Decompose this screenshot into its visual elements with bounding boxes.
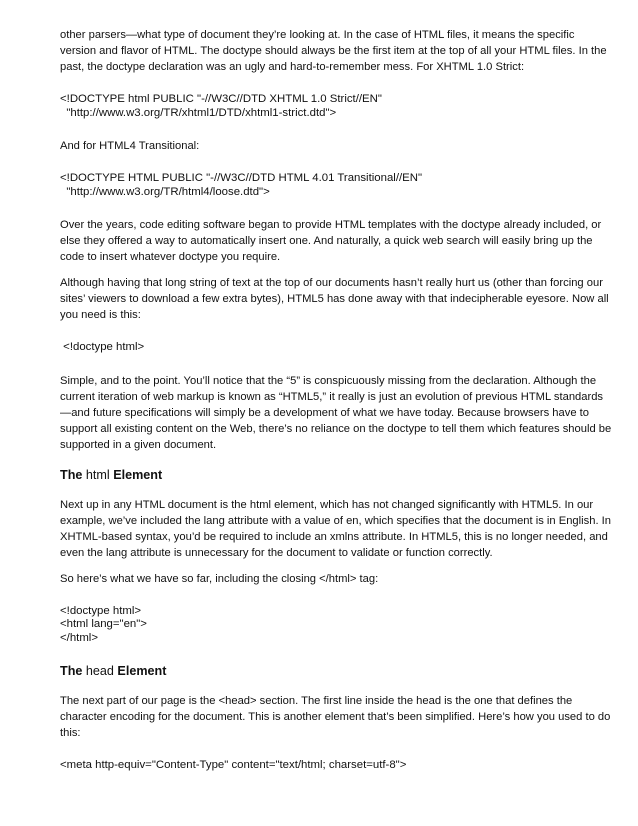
code-meta-old: <meta http-equiv="Content-Type" content="text/html; charset=utf-8"> (60, 759, 407, 771)
code-html4-line-2: "http://www.w3.org/TR/html4/loose.dtd"> (60, 185, 270, 198)
heading-head-suffix: Element (117, 664, 167, 678)
heading-head-element (60, 663, 612, 679)
code-html4-line-1: <!DOCTYPE HTML PUBLIC "-//W3C//DTD HTML 4.01 Transitional//EN" (60, 172, 423, 184)
code-html5-doctype: <!doctype html> (60, 341, 145, 353)
heading-html-prefix: The (60, 467, 83, 482)
code-xhtml-strict-line-2: "http://www.w3.org/TR/xhtml1/DTD/xhtml1-strict.dtd"> (60, 106, 337, 119)
paragraph-editors: Over the years, code editing software began to provide HTML templates with the doctype already included, or else they offered a way to automatically insert one. And naturally, a quick web search will easily bring up the code to insert whatever doctype you require. (60, 219, 602, 263)
heading-html-element (60, 467, 612, 483)
heading-html-tag: html (85, 467, 110, 482)
paragraph-doctype-intro: other parsers—what type of document they’re looking at. In the case of HTML files, it means the specific version and flavor of HTML. The doctype should always be the first item at the top of all your HTML files. In the past, the doctype declaration was an ugly and hard-to-remember mess. For XHTML 1.0 Strict: (60, 29, 607, 73)
code-so-far-line-1: <!doctype html> (60, 604, 142, 617)
paragraph-html4-intro: And for HTML4 Transitional: (60, 140, 200, 152)
paragraph-html-element: Next up in any HTML document is the html element, which has not changed significantly with HTML5. In our example, we’ve included the lang attribute with a value of en, which specifies that the document is in English. In XHTML-based syntax, you’d be required to include an xmlns attribute. In HTML5, this is no longer needed, and even the lang attribute is unnecessary for the document to validate or function correctly. (60, 498, 611, 559)
paragraph-html5-doctype-intro: Although having that long string of text at the top of our documents hasn’t really hurt us (other than forcing our sites’ viewers to download a few extra bytes), HTML5 has done away with that indecipherable eyesore. Now all you need is this: (60, 277, 609, 321)
code-so-far-line-2: <html lang="en"> (60, 618, 147, 630)
paragraph-simple: Simple, and to the point. You’ll notice that the “5” is conspicuously missing from the declaration. Although the current iteration of web markup is known as “HTML5,” it really is just an evolution of previous HTML standards—and future specifications will simply be a development of what we have today. Because browsers have to support all existing content on the Web, there’s no reliance on the doctype to tell them which features should be supported in a given document. (60, 374, 612, 451)
document-page (60, 27, 612, 773)
code-so-far-line-3: </html> (60, 631, 98, 644)
heading-html-suffix: Element (113, 467, 163, 482)
paragraph-head-section: The next part of our page is the <head> section. The first line inside the head is the one that defines the character encoding for the document. This is another element that’s been simplified. Here’s how you used to do this: (60, 695, 611, 739)
heading-head-prefix: The (60, 664, 83, 678)
heading-head-tag: head (85, 664, 114, 678)
paragraph-so-far: So here’s what we have so far, including the closing </html> tag: (60, 572, 379, 585)
code-xhtml-strict-line-1: <!DOCTYPE html PUBLIC "-//W3C//DTD XHTML 1.0 Strict//EN" (60, 93, 382, 105)
